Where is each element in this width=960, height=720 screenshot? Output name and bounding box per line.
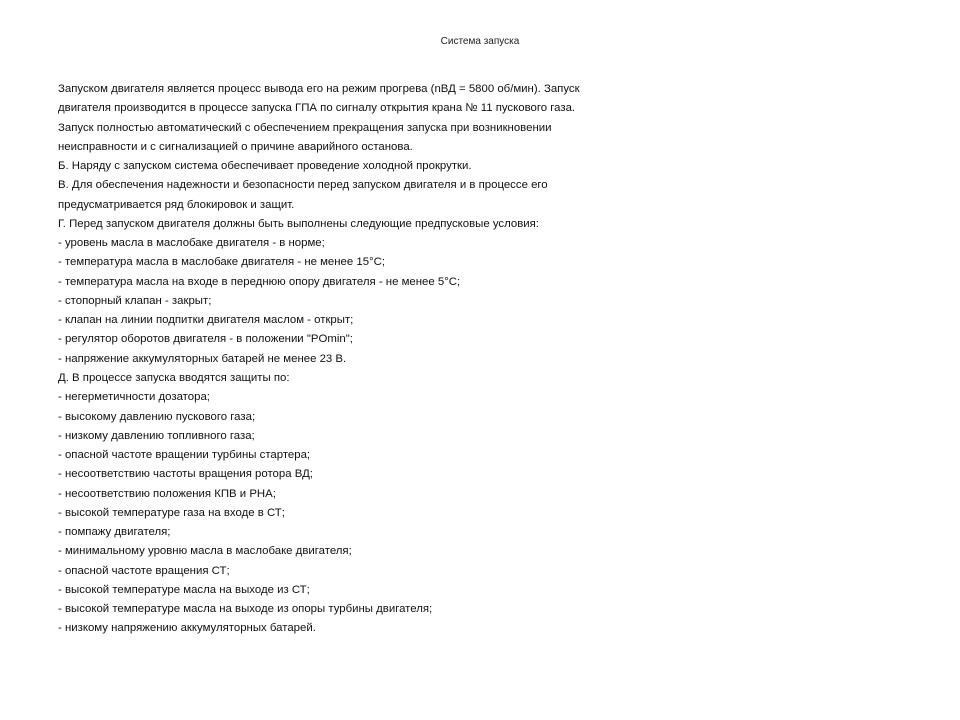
list-item: - высокому давлению пускового газа; xyxy=(58,410,256,423)
list-item: - опасной частоте вращении турбины стартера; xyxy=(58,449,311,462)
list-item: - напряжение аккумуляторных батарей не менее 23 В. xyxy=(58,352,347,365)
list-item: - регулятор оборотов двигателя - в положении "POmin"; xyxy=(58,333,353,346)
text-line: В. Для обеспечения надежности и безопасности перед запуском двигателя и в процессе его xyxy=(58,179,548,192)
list-item: - низкому напряжению аккумуляторных батарей. xyxy=(58,622,316,635)
list-item: - несоответствию положения КПВ и РНА; xyxy=(58,487,276,500)
text-line: Г. Перед запуском двигателя должны быть выполнены следующие предпусковые условия: xyxy=(58,217,539,230)
text-line: Запуск полностью автоматический с обеспечением прекращения запуска при возникновении xyxy=(58,121,552,134)
list-item: - помпажу двигателя; xyxy=(58,526,171,539)
list-item: - низкому давлению топливного газа; xyxy=(58,429,255,442)
list-item: - опасной частоте вращения СТ; xyxy=(58,564,230,577)
text-line: неисправности и с сигнализацией о причине аварийного останова. xyxy=(58,140,413,153)
list-item: - стопорный клапан - закрыт; xyxy=(58,294,212,307)
list-item: - высокой температуре масла на выходе из СТ; xyxy=(58,583,310,596)
list-item: - высокой температуре масла на выходе из опоры турбины двигателя; xyxy=(58,603,433,616)
list-item: - минимальному уровню масла в маслобаке двигателя; xyxy=(58,545,352,558)
text-line: Д. В процессе запуска вводятся защиты по: xyxy=(58,371,290,384)
list-item: - уровень масла в маслобаке двигателя - в норме; xyxy=(58,237,325,250)
list-item: - негерметичности дозатора; xyxy=(58,391,210,404)
list-item: - температура масла в маслобаке двигателя - не менее 15°С; xyxy=(58,256,386,269)
list-item: - несоответствию частоты вращения ротора ВД; xyxy=(58,468,313,481)
text-line: Б. Наряду с запуском система обеспечивает проведение холодной прокрутки. xyxy=(58,160,472,173)
list-item: - клапан на линии подпитки двигателя маслом - открыт; xyxy=(58,314,354,327)
list-item: - температура масла на входе в переднюю опору двигателя - не менее 5°С; xyxy=(58,275,461,288)
document-title: Система запуска xyxy=(440,36,520,47)
text-line: Запуском двигателя является процесс вывода его на режим прогрева (nВД = 5800 об/мин). Запуск xyxy=(58,83,580,95)
text-line: двигателя производится в процессе запуска ГПА по сигналу открытия крана № 11 пускового газа. xyxy=(58,102,576,115)
text-line: предусматривается ряд блокировок и защит. xyxy=(58,198,295,211)
list-item: - высокой температуре газа на входе в СТ; xyxy=(58,506,285,519)
document-body xyxy=(58,80,918,639)
